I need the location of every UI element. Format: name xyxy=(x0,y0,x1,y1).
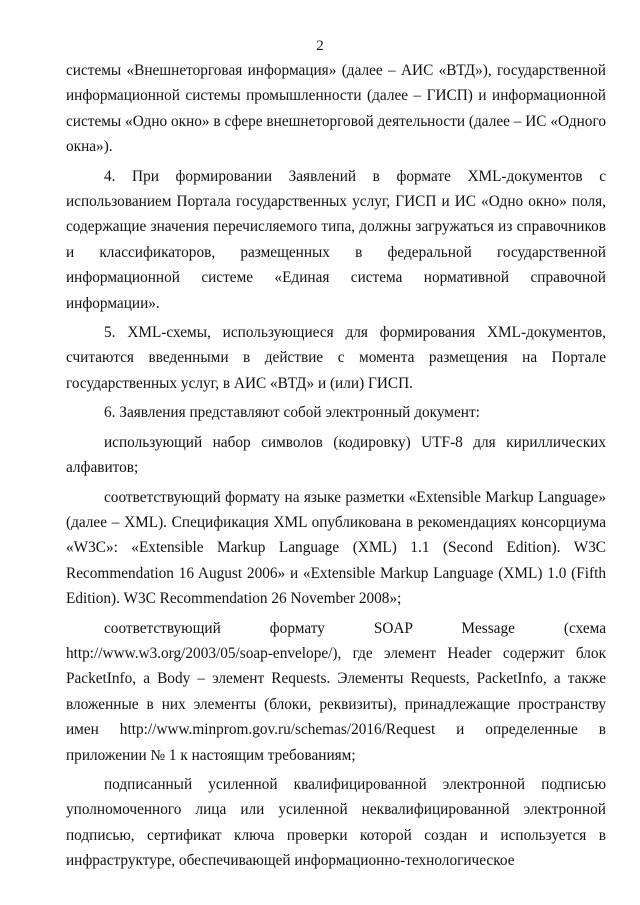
paragraph-item-4: 4. При формировании Заявлений в формате XML-документов с использованием Портала государственных услуг, ГИСП и ИС «Одно окно» поля, содержащие значения перечисляемого типа, должны загружаться из справочников и классификаторов, размещенных в федеральной государственной информационной системе «Единая система нормативной справочной информации». xyxy=(66,167,606,312)
paragraph-encoding: использующий набор символов (кодировку) UTF-8 для кириллических алфавитов; xyxy=(66,433,606,477)
paragraph-soap-format: соответствующий формату SOAP Message (схема http://www.w3.org/2003/05/soap-envelope/), где элемент Header содержит блок PacketInfo, а Body – элемент Requests. Элементы Requests, PacketInfo, а также вложенные в них элементы (блоки, реквизиты), принадлежащие пространству имен http://www.minprom.gov.ru/schemas/2016/Request и определенные в приложении № 1 к настоящим требованиям; xyxy=(66,619,606,764)
paragraph-signature: подписанный усиленной квалифицированной электронной подписью уполномоченного лица или усиленной неквалифицированной электронной подписью, сертификат ключа проверки которой создан и используется в инфраструктуре, обеспечивающей информационно-технологическое xyxy=(66,775,606,870)
paragraph-item-5: 5. XML-схемы, использующиеся для формирования XML-документов, считаются введенными в действие с момента размещения на Портале государственных услуг, в АИС «ВТД» и (или) ГИСП. xyxy=(66,324,606,392)
paragraph-xml-format: соответствующий формату на языке разметки «Extensible Markup Language» (далее – XML). Спецификация XML опубликована в рекомендациях консорциума «W3C»: «Extensible Markup Language (XML) 1.1 (Second Edition). W3C Recommendation 16 August 2006» и «Extensible Markup Language (XML) 1.0 (Fifth Edition). W3C Recommendation 26 November 2008»; xyxy=(66,488,606,608)
document-body xyxy=(66,58,606,878)
page-number: 2 xyxy=(316,38,324,54)
paragraph-item-6: 6. Заявления представляют собой электронный документ: xyxy=(104,404,480,422)
paragraph-continuation: системы «Внешнеторговая информация» (далее – АИС «ВТД»), государственной информационной системы промышленности (далее – ГИСП) и информационной системы «Одно окно» в сфере внешнеторговой деятельности (далее – ИС «Одного окна»). xyxy=(66,62,606,156)
